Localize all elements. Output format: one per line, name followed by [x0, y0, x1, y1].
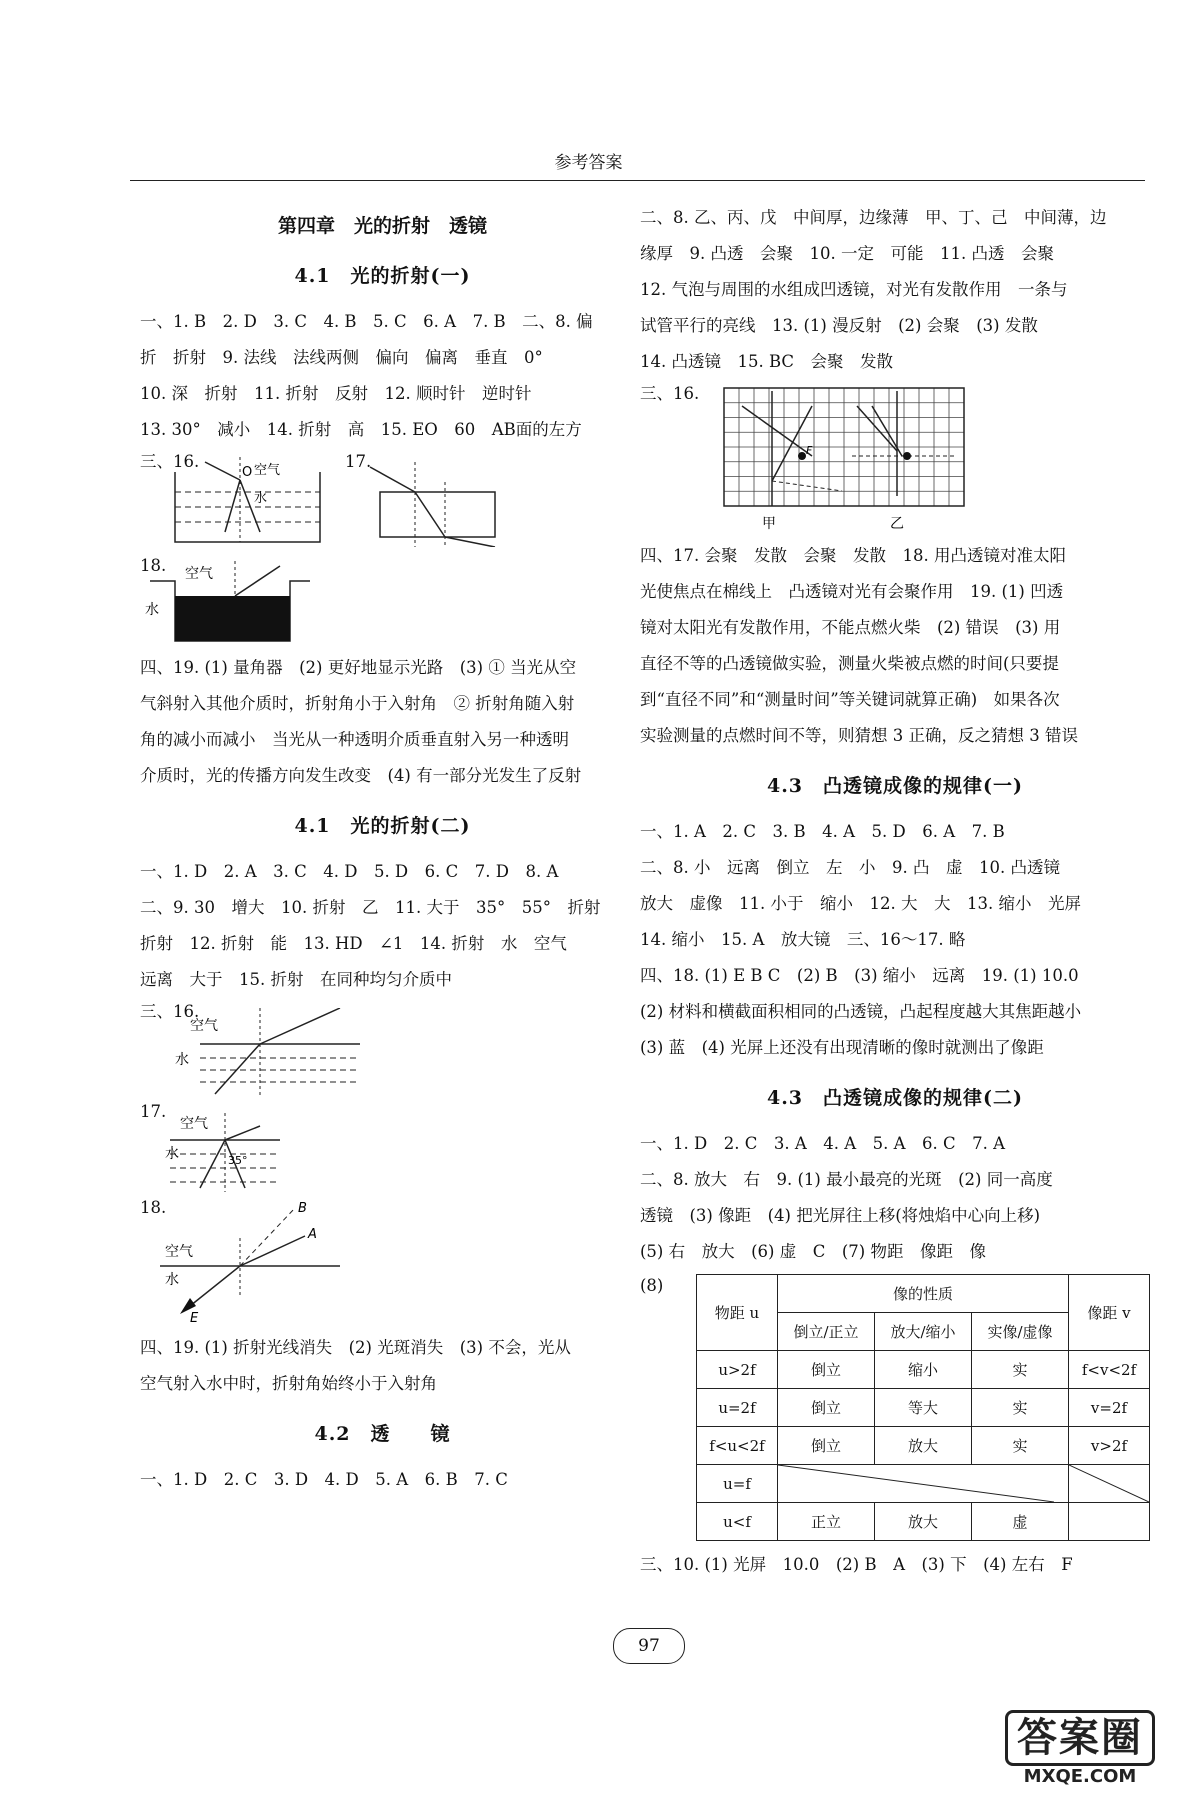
water-label: 水: [254, 491, 268, 506]
figure-label: 18.: [140, 556, 167, 575]
table-cell: u=2f: [697, 1389, 778, 1427]
section-title: 4.3 凸透镜成像的规律(一): [766, 775, 1024, 797]
answer-line: 二、8. 小 远离 倒立 左 小 9. 凸 虚 10. 凸透镜: [640, 858, 1060, 877]
answer-line: 12. 气泡与周围的水组成凹透镜，对光有发散作用 一条与: [640, 280, 1068, 299]
table-cell: v>2f: [1069, 1427, 1150, 1465]
answer-line: 放大 虚像 11. 小于 缩小 12. 大 大 13. 缩小 光屏: [640, 894, 1081, 913]
table-label: (8): [640, 1276, 664, 1295]
table-cell: 倒立: [778, 1389, 875, 1427]
answer-line: 四、17. 会聚 发散 会聚 发散 18. 用凸透镜对准太阳: [640, 546, 1066, 565]
table-cell: u=f: [697, 1465, 778, 1503]
table-cell: 实: [972, 1351, 1069, 1389]
air-label: 空气: [254, 463, 281, 478]
figure-row-2-17: [140, 1102, 625, 1194]
air-label: 空气: [165, 1244, 193, 1260]
answer-line: 一、1. A 2. C 3. B 4. A 5. D 6. A 7. B: [640, 822, 1005, 841]
answer-line: 一、1. D 2. C 3. A 4. A 5. A 6. C 7. A: [640, 1134, 1006, 1153]
answer-line: 实验测量的点燃时间不等，则猜想 3 正确，反之猜想 3 错误: [640, 726, 1078, 745]
figure-label: 17.: [140, 1102, 167, 1121]
answer-line: 透镜 (3) 像距 (4) 把光屏往上移(将烛焰中心向上移): [640, 1206, 1041, 1225]
answer-line: 一、1. D 2. A 3. C 4. D 5. D 6. C 7. D 8. A: [140, 862, 559, 881]
table-row: [697, 1465, 1150, 1503]
figure-17-glass-block: [365, 452, 505, 547]
header-rule: [130, 180, 1145, 181]
table-cell: 实: [972, 1427, 1069, 1465]
section-title: 4.2 透 镜: [314, 1423, 451, 1445]
answer-line: 四、19. (1) 量角器 (2) 更好地显示光路 (3) ① 当光从空: [140, 658, 577, 677]
angle-label: 35°: [228, 1154, 248, 1167]
table-header-nature: 像的性质: [778, 1275, 1069, 1313]
figure-row-2-18: [140, 1198, 625, 1326]
table-cell: 正立: [778, 1503, 875, 1541]
figure-label: 17.: [345, 452, 372, 471]
table-cell: v=2f: [1069, 1389, 1150, 1427]
section-title: 4.3 凸透镜成像的规律(二): [766, 1087, 1024, 1109]
table-cell: 倒立: [778, 1351, 875, 1389]
diagonal-line: [778, 1465, 1054, 1502]
answer-line: 试管平行的亮线 13. (1) 漫反射 (2) 会聚 (3) 发散: [640, 316, 1038, 335]
answer-line: 直径不等的凸透镜做实验，测量火柴被点燃的时间(只要提: [640, 654, 1059, 673]
answer-line: 四、19. (1) 折射光线消失 (2) 光斑消失 (3) 不会，光从: [140, 1338, 571, 1357]
grid-figure-row: [640, 384, 1150, 534]
answer-line: 空气射入水中时，折射角始终小于入射角: [140, 1374, 437, 1393]
figure-2-18: [140, 1198, 360, 1322]
left-column: [140, 200, 625, 1498]
answer-line: 二、8. 放大 右 9. (1) 最小最亮的光斑 (2) 同一高度: [640, 1170, 1053, 1189]
table-subheader: 放大/缩小: [875, 1313, 972, 1351]
answer-line: 一、1. D 2. C 3. D 4. D 5. A 6. B 7. C: [140, 1470, 508, 1489]
answer-line: 二、8. 乙、丙、戊 中间厚，边缘薄 甲、丁、己 中间薄，边: [640, 208, 1107, 227]
watermark-text: 答案圈: [1005, 1710, 1155, 1766]
air-label: 空气: [190, 1018, 218, 1034]
table-cell: 等大: [875, 1389, 972, 1427]
table-cell: 放大: [875, 1503, 972, 1541]
table-cell: f<u<2f: [697, 1427, 778, 1465]
figure-2-17: [140, 1108, 340, 1192]
answer-line: 折射 12. 折射 能 13. HD ∠1 14. 折射 水 空气: [140, 934, 567, 953]
answer-line: 缘厚 9. 凸透 会聚 10. 一定 可能 11. 凸透 会聚: [640, 244, 1054, 263]
table-row: [697, 1351, 1150, 1389]
figure-label: 三、16.: [140, 1002, 200, 1021]
water-label: 水: [175, 1052, 189, 1068]
figure-label-jia: 甲: [762, 516, 776, 532]
point-a: A: [308, 1227, 317, 1242]
watermark-url: MXQE.COM: [1023, 1766, 1137, 1787]
table-cell-diagonal: [778, 1465, 1069, 1503]
section-title: 4.1 光的折射(一): [294, 265, 471, 287]
answer-line: 折 折射 9. 法线 法线两侧 偏向 偏离 垂直 0°: [140, 348, 543, 367]
answer-line: 角的减小而减小 当光从一种透明介质垂直射入另一种透明: [140, 730, 569, 749]
table-row: [697, 1503, 1150, 1541]
answer-line: 一、1. B 2. D 3. C 4. B 5. C 6. A 7. B 二、8. 偏: [140, 312, 593, 331]
table-cell: 缩小: [875, 1351, 972, 1389]
answer-line: 14. 缩小 15. A 放大镜 三、16～17. 略: [640, 930, 966, 949]
figure-row-16-17: [140, 452, 625, 552]
answer-line: 镜对太阳光有发散作用，不能点燃火柴 (2) 错误 (3) 用: [640, 618, 1061, 637]
answer-line: (5) 右 放大 (6) 虚 C (7) 物距 像距 像: [640, 1242, 986, 1261]
table-row: [697, 1427, 1150, 1465]
right-column: [640, 200, 1150, 1583]
section-title: 4.1 光的折射(二): [294, 815, 471, 837]
air-label: 空气: [185, 566, 213, 582]
answer-line: 光使焦点在棉线上 凸透镜对光有会聚作用 19. (1) 凹透: [640, 582, 1064, 601]
answer-line: 远离 大于 15. 折射 在同种均匀介质中: [140, 970, 452, 989]
figure-row-18: [140, 556, 625, 646]
answer-line: 14. 凸透镜 15. BC 会聚 发散: [640, 352, 894, 371]
diagonal-line: [1069, 1465, 1149, 1502]
point-o: O: [242, 465, 253, 480]
imaging-table-block: [640, 1274, 1150, 1541]
water-label: 水: [145, 602, 159, 618]
answer-line: (3) 蓝 (4) 光屏上还没有出现清晰的像时就测出了像距: [640, 1038, 1044, 1057]
table-cell: 实: [972, 1389, 1069, 1427]
table-row: [697, 1389, 1150, 1427]
table-cell: 放大: [875, 1427, 972, 1465]
answer-line: 10. 深 折射 11. 折射 反射 12. 顺时针 逆时针: [140, 384, 532, 403]
answer-line: 13. 30° 减小 14. 折射 高 15. EO 60 AB面的左方: [140, 420, 582, 439]
answer-line: 四、18. (1) E B C (2) B (3) 缩小 远离 19. (1) 10.0: [640, 966, 1079, 985]
table-cell: 虚: [972, 1503, 1069, 1541]
point-e: E: [190, 1311, 199, 1322]
focus-label: F: [806, 444, 813, 457]
table-cell: u<f: [697, 1503, 778, 1541]
answer-line: (2) 材料和横截面积相同的凸透镜，凸起程度越大其焦距越小: [640, 1002, 1082, 1021]
table-cell: 倒立: [778, 1427, 875, 1465]
figure-18-water-tank: [140, 556, 320, 644]
table-cell: [1069, 1503, 1150, 1541]
table-cell: u>2f: [697, 1351, 778, 1389]
table-cell-diagonal: [1069, 1465, 1150, 1503]
imaging-table: [696, 1274, 1150, 1541]
figure-label: 三、16.: [140, 452, 200, 471]
table-header-image: 像距 v: [1069, 1275, 1150, 1351]
lens-grid-figure: [722, 386, 982, 532]
answer-line: 到“直径不同”和“测量时间”等关键词就算正确) 如果各次: [640, 690, 1060, 709]
water-label: 水: [165, 1272, 179, 1288]
figure-16-refraction: [170, 452, 330, 547]
table-cell: f<v<2f: [1069, 1351, 1150, 1389]
answer-line: 二、9. 30 增大 10. 折射 乙 11. 大于 35° 55° 折射: [140, 898, 601, 917]
air-label: 空气: [180, 1116, 208, 1132]
figure-label-yi: 乙: [890, 516, 904, 532]
water-label: 水: [165, 1146, 179, 1162]
figure-row-2-16: [140, 1002, 625, 1098]
watermark-logo: [1005, 1710, 1155, 1790]
table-subheader: 实像/虚像: [972, 1313, 1069, 1351]
answer-line: 三、10. (1) 光屏 10.0 (2) B A (3) 下 (4) 左右 F: [640, 1555, 1073, 1574]
point-b: B: [298, 1201, 307, 1216]
answer-line: 气斜射入其他介质时，折射角小于入射角 ② 折射角随入射: [140, 694, 575, 713]
table-subheader: 倒立/正立: [778, 1313, 875, 1351]
table-header-object: 物距 u: [697, 1275, 778, 1351]
figure-label: 三、16.: [640, 384, 700, 403]
answer-line: 介质时，光的传播方向发生改变 (4) 有一部分光发生了反射: [140, 766, 582, 785]
page-number: 97: [613, 1628, 685, 1664]
figure-2-16: [170, 1008, 370, 1096]
figure-label: 18.: [140, 1198, 167, 1217]
chapter-title: 第四章 光的折射 透镜: [277, 215, 487, 237]
header-title: 参考答案: [554, 153, 623, 173]
